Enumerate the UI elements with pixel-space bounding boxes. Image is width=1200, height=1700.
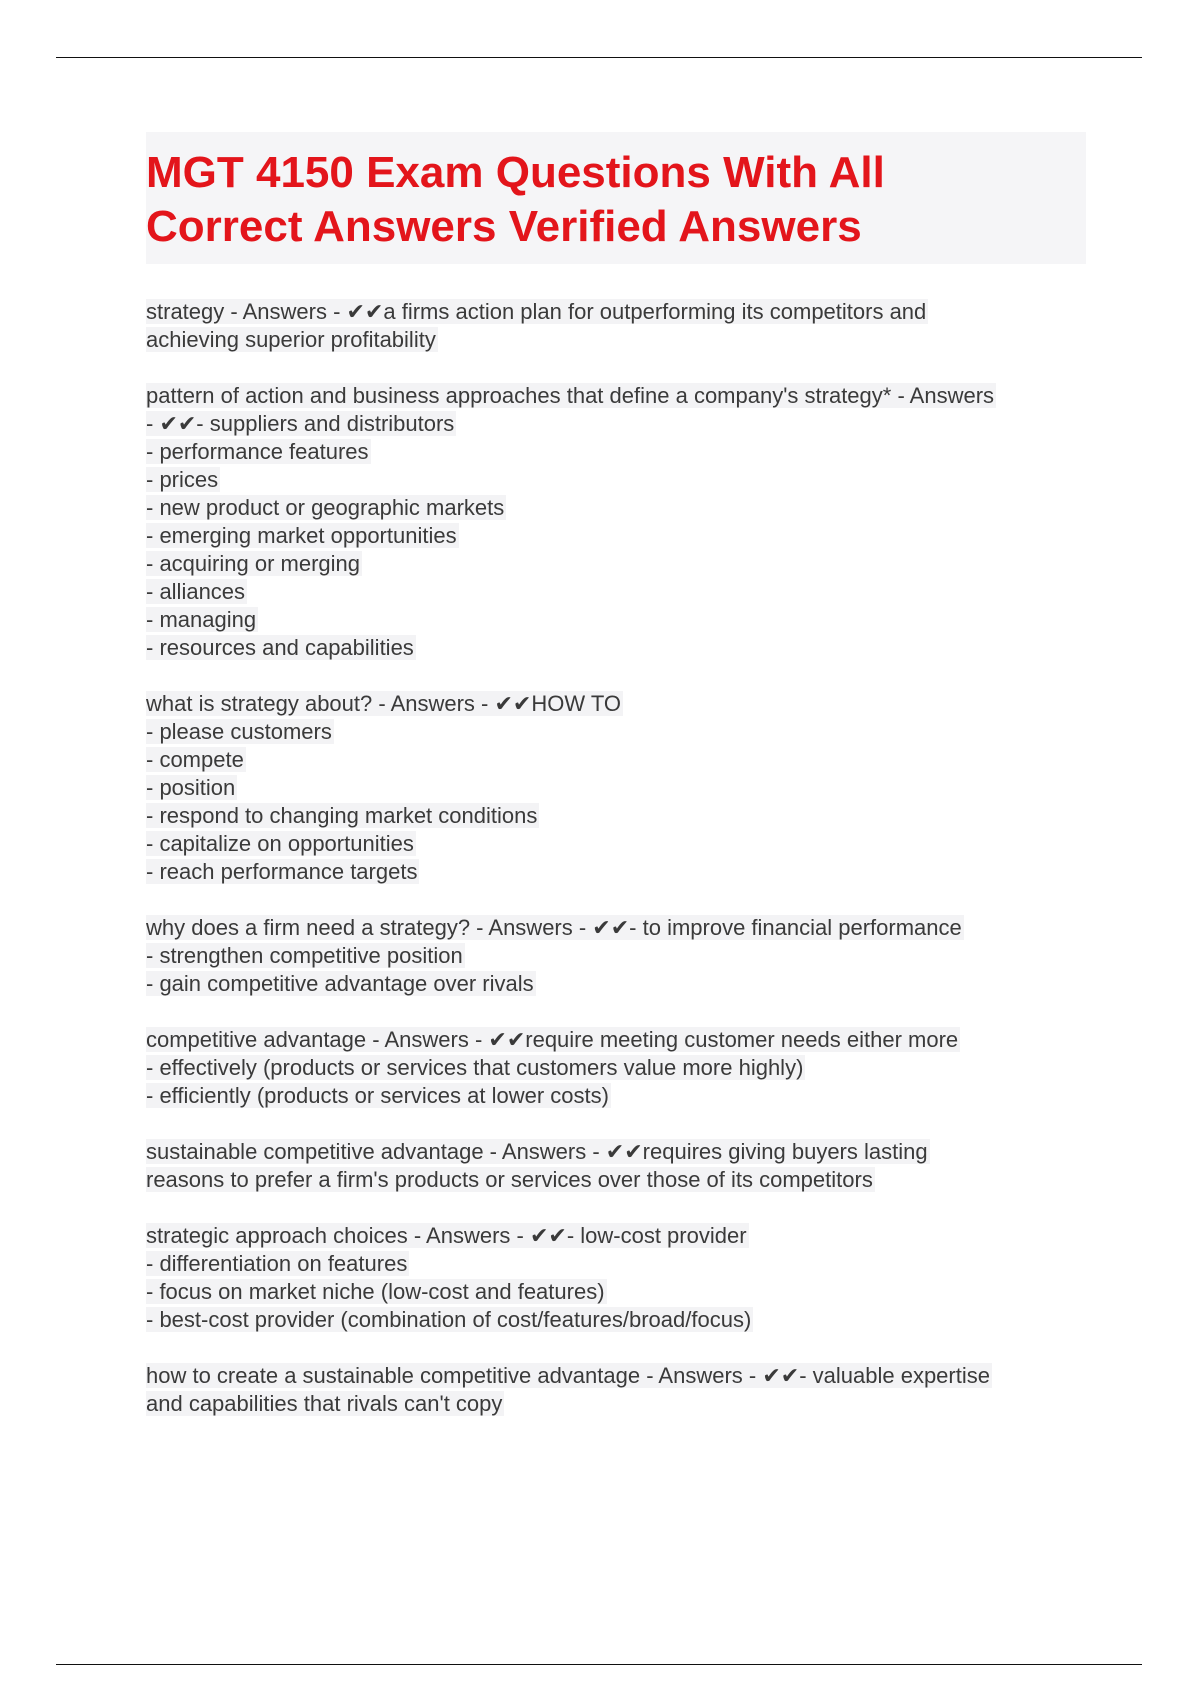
entry-line-text: and capabilities that rivals can't copy [146, 1391, 503, 1416]
entry-line-text: - strengthen competitive position [146, 943, 463, 968]
entry-line [146, 410, 1086, 438]
entry-line [146, 970, 1086, 998]
qa-entry [146, 1362, 1086, 1418]
entry-line-text: - new product or geographic markets [146, 495, 505, 520]
entry-line-text: achieving superior profitability [146, 327, 436, 352]
entry-line [146, 1054, 1086, 1082]
entry-line-text: reasons to prefer a firm's products or services over those of its competitors [146, 1167, 873, 1192]
qa-entry [146, 1138, 1086, 1194]
entry-line [146, 1362, 1086, 1390]
entry-line [146, 494, 1086, 522]
entry-line-text: competitive advantage - Answers - ✔✔require meeting customer needs either more [146, 1027, 959, 1052]
entry-line [146, 550, 1086, 578]
entry-line-text: - ✔✔- suppliers and distributors [146, 411, 455, 436]
document-body [146, 132, 1086, 1446]
entry-line-text: what is strategy about? - Answers - ✔✔HOW TO [146, 691, 621, 716]
qa-entry [146, 1026, 1086, 1110]
entry-line [146, 522, 1086, 550]
entry-line [146, 774, 1086, 802]
entry-line-text: - managing [146, 607, 257, 632]
entry-line-text: - efficiently (products or services at lower costs) [146, 1083, 609, 1108]
entry-line-text: - performance features [146, 439, 369, 464]
entry-line [146, 1166, 1086, 1194]
entry-line [146, 634, 1086, 662]
entry-line [146, 298, 1086, 326]
entry-line [146, 438, 1086, 466]
entry-line [146, 326, 1086, 354]
entry-line [146, 802, 1086, 830]
document-title [146, 132, 1086, 264]
qa-entry [146, 298, 1086, 354]
entry-line [146, 1306, 1086, 1334]
entry-line-text: - emerging market opportunities [146, 523, 457, 548]
entry-line [146, 914, 1086, 942]
entry-line [146, 382, 1086, 410]
entry-line-text: - best-cost provider (combination of cost/features/broad/focus) [146, 1307, 752, 1332]
entry-line-text: strategy - Answers - ✔✔a firms action plan for outperforming its competitors and [146, 299, 927, 324]
entry-line-text: - gain competitive advantage over rivals [146, 971, 534, 996]
entry-line-text: why does a firm need a strategy? - Answers - ✔✔- to improve financial performance [146, 915, 962, 940]
qa-entry [146, 382, 1086, 662]
qa-entries [146, 298, 1086, 1418]
entry-line-text: how to create a sustainable competitive advantage - Answers - ✔✔- valuable expertise [146, 1363, 990, 1388]
bottom-rule [56, 1664, 1142, 1665]
entry-line [146, 1390, 1086, 1418]
entry-line-text: sustainable competitive advantage - Answers - ✔✔requires giving buyers lasting [146, 1139, 928, 1164]
entry-line [146, 1222, 1086, 1250]
entry-line [146, 466, 1086, 494]
entry-line-text: - acquiring or merging [146, 551, 360, 576]
entry-line-text: - alliances [146, 579, 246, 604]
entry-line [146, 830, 1086, 858]
entry-line-text: - prices [146, 467, 219, 492]
qa-entry [146, 914, 1086, 998]
entry-line-text: - capitalize on opportunities [146, 831, 414, 856]
entry-line-text: - position [146, 775, 236, 800]
entry-line [146, 1278, 1086, 1306]
entry-line-text: - please customers [146, 719, 332, 744]
entry-line-text: - effectively (products or services that customers value more highly) [146, 1055, 804, 1080]
entry-line [146, 578, 1086, 606]
entry-line [146, 858, 1086, 886]
entry-line-text: - compete [146, 747, 244, 772]
entry-line [146, 746, 1086, 774]
entry-line [146, 718, 1086, 746]
title-line-2: Correct Answers Verified Answers [146, 202, 862, 251]
entry-line-text: - differentiation on features [146, 1251, 408, 1276]
entry-line-text: - respond to changing market conditions [146, 803, 538, 828]
entry-line-text: - resources and capabilities [146, 635, 414, 660]
title-line-1: MGT 4150 Exam Questions With All [146, 148, 885, 197]
entry-line [146, 1250, 1086, 1278]
qa-entry [146, 690, 1086, 886]
entry-line [146, 690, 1086, 718]
qa-entry [146, 1222, 1086, 1334]
entry-line-text: strategic approach choices - Answers - ✔✔- low-cost provider [146, 1223, 747, 1248]
entry-line [146, 942, 1086, 970]
entry-line-text: - focus on market niche (low-cost and features) [146, 1279, 605, 1304]
entry-line [146, 1026, 1086, 1054]
entry-line-text: pattern of action and business approaches that define a company's strategy* - Answers [146, 383, 995, 408]
entry-line-text: - reach performance targets [146, 859, 418, 884]
entry-line [146, 606, 1086, 634]
entry-line [146, 1082, 1086, 1110]
top-rule [56, 57, 1142, 58]
entry-line [146, 1138, 1086, 1166]
